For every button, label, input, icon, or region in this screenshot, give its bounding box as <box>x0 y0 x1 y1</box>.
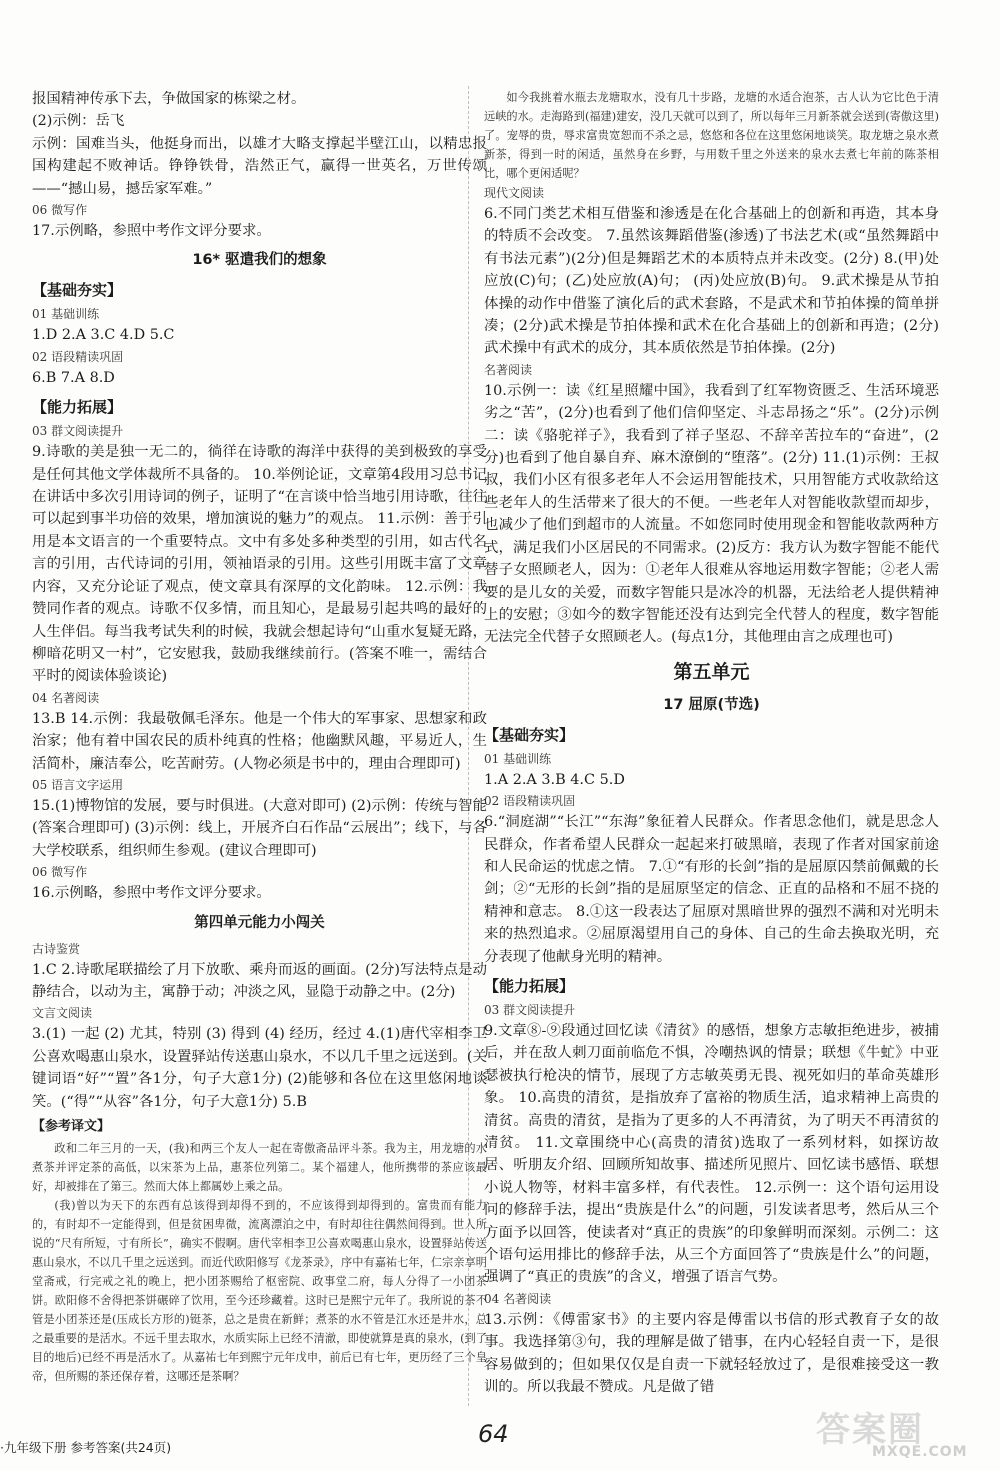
lesson-title: 第四单元能力小闯关 <box>194 914 325 931</box>
answer-paragraph: 17.示例略，参照中考作文评分要求。 <box>32 223 271 240</box>
answer-paragraph: 13.示例：《傅雷家书》的主要内容是傅雷以书信的形式教育子女的故事。我选择第③句，我的理解是做了错事，在内心轻轻自责一下，是很容易做到的；但如果仅仅是自责一下就轻轻放过了，是很难接受这一教训的。所以我最不赞成。凡是做了错 <box>484 1311 939 1396</box>
section-label: 02 语段精读巩固 <box>32 349 124 364</box>
lesson-title: 17 屈原(节选) <box>663 696 760 713</box>
answer-paragraph: 6.B 7.A 8.D <box>32 369 115 386</box>
section-label: 04 名著阅读 <box>484 1291 552 1306</box>
right-column <box>484 88 939 1418</box>
section-label: 03 群文阅读提升 <box>32 424 124 439</box>
section-label: 古诗鉴赏 <box>32 941 81 956</box>
answer-paragraph: 1.A 2.A 3.B 4.C 5.D <box>484 771 625 788</box>
watermark-url: MXQE.COM <box>872 1444 968 1460</box>
answer-paragraph: 示例：国难当头，他挺身而出，以雄才大略支撑起半壁江山，以精忠报国构建起不败神话。铮铮铁骨，浩然正气，赢得一世英名，万世传颂——“撼山易，撼岳家军难。” <box>32 135 487 197</box>
section-heading: 【 能力拓展 】 <box>32 395 487 419</box>
section-label: 文言文阅读 <box>32 1006 93 1021</box>
reference-heading: 【 参考译文 】 <box>32 1117 487 1137</box>
answer-paragraph: 15.(1)博物馆的发展，要与时俱进。(大意对即可) (2)示例：传统与智能(答案合理即可) (3)示例：线上，开展齐白石作品“云展出”；线下，与各大学校联系，组织师生参观。(建议合理即可) <box>32 797 487 859</box>
answer-paragraph: 1.C 2.诗歌尾联描绘了月下放歌、乘舟而返的画面。(2分)写法特点是动静结合，以动为主，寓静于动；冲淡之风，显隐于动静之中。(2分) <box>32 961 487 1000</box>
answer-paragraph: 3.(1) 一起 (2) 尤其，特别 (3) 得到 (4) 经历，经过 4.(1)唐代宰相李卫公喜欢喝惠山泉水，设置驿站传送惠山泉水，不以几千里之远送到。(关键词语“好”“置”各1分，句子大意1分) (2)能够和各位在这里悠闲地谈笑。(“得”“从容”各1分，句子大意1分) 5.B <box>32 1026 487 1110</box>
section-heading: 【 基础夯实 】 <box>32 278 487 302</box>
section-label: 名著阅读 <box>484 362 533 377</box>
answer-paragraph: 9.文章⑧-⑨段通过回忆读《清贫》的感悟，想象方志敏拒绝进步，被捕后，并在敌人刺刀面前临危不惧，冷嘲热讽的情景；联想《牛虻》中亚瑟被执行枪决的情节，展现了方志敏英勇无畏、视死如归的革命英雄形象。 10.高贵的清贫，是指放弃了富裕的物质生活，追求精神上高贵的清贫。高贵的清贫，是指为了更多的人不再清贫，为了明天不再清贫的清贫。 11.文章围绕中心(高贵的清贫)选取了一系列材料，如探访故居、听朋友介绍、回顾所知故事、描述所见照片、回忆读书感悟、联想小说人物等，材料丰富多样，有代表性。 12.示例一：这个语句运用设问的修辞手法，提出“贵族是什么”的问题，引发读者思考，然后从三个方面予以回答，使读者对“真正的贵族”的印象鲜明而深刻。示例二：这个语句运用排比的修辞手法，从三个方面回答了“贵族是什么”的问题，强调了“真正的贵族”的含义，增强了语言气势。 <box>484 1022 939 1286</box>
section-heading: 【 能力拓展 】 <box>484 974 939 998</box>
answer-paragraph: 报国精神传承下去，争做国家的栋梁之材。 <box>32 91 306 107</box>
left-column <box>32 88 487 1418</box>
section-label: 01 基础训练 <box>484 751 552 766</box>
answer-paragraph: 10.示例一：读《红星照耀中国》，我看到了红军物资匮乏、生活环境恶劣之“苦”，(2分)也看到了他们信仰坚定、斗志昂扬之“乐”。(2分)示例二：读《骆驼祥子》，我看到了祥子坚忍、不辞辛苦拉车的“奋进”，(2分)也看到了他自暴自弃、麻木潦倒的“堕落”。(2分) 11.(1)示例：王叔叔，我们小区有很多老年人不会运用智能技术，只用智能方式收款给这些老年人的生活带来了很大的不便。一些老年人对智能收款望而却步，也减少了他们到超市的人流量。不如您同时使用现金和智能收款两种方式，满足我们小区居民的不同需求。(2)反方：我方认为数字智能不能代替子女照顾老人，因为：①老年人很难从容地运用数字智能；②老人需要的是儿女的关爱，而数字智能只是冰冷的机器，无法给老人提供精神上的安慰；③如今的数字智能还没有达到完全代替人的程度，数字智能无法完全代替子女照顾老人。(每点1分，其他理由言之成理也可) <box>484 382 939 646</box>
section-label: 现代文阅读 <box>484 186 545 200</box>
watermark-logo: 答案圈 <box>816 1410 924 1450</box>
page-number: 64 <box>478 1420 509 1448</box>
answer-paragraph: 1.D 2.A 3.C 4.D 5.C <box>32 327 175 344</box>
answer-paragraph: 13.B 14.示例：我最敬佩毛泽东。他是一个伟大的军事家、思想家和政治家；他有着中国农民的质朴纯真的性格；他幽默风趣，平易近人，生活简朴，廉洁奉公，吃苦耐劳。(人物必须是书中的，理由合理即可) <box>32 710 487 772</box>
section-label: 05 语言文字运用 <box>32 777 124 792</box>
section-label: 02 语段精读巩固 <box>484 794 576 809</box>
section-heading: 【 基础夯实 】 <box>484 723 939 747</box>
answer-paragraph: 16.示例略，参照中考作文评分要求。 <box>32 885 271 902</box>
section-label: 01 基础训练 <box>32 307 100 322</box>
answer-paragraph: 6.不同门类艺术相互借鉴和渗透是在化合基础上的创新和再造，其本身的特质不会改变。 7.虽然该舞蹈借鉴(渗透)了书法艺术(或“虽然舞蹈中有书法元素”)(2分)但是舞蹈艺术的本质特点并未改变。(2分) 8.(甲)处应放(C)句；(乙)处应放(A)句； (丙)处应放(B)句。 9.武术操是从节拍体操的动作中借鉴了演化后的武术套路，不是武术和节拍体操的简单拼凑；(2分)武术操是节拍体操和武术在化合基础上的创新和再造；(2分)武术操中有武术的成分，其本质依然是节拍体操。(2分) <box>484 206 939 357</box>
section-label: 06 微写作 <box>32 203 88 218</box>
answer-paragraph: (2)示例：岳飞 <box>32 113 125 130</box>
unit-title: 第五单元 <box>673 660 750 683</box>
section-label: 06 微写作 <box>32 865 88 880</box>
lesson-title: 16* 驱遣我们的想象 <box>192 252 327 269</box>
answer-paragraph: 9.诗歌的美是独一无二的，徜徉在诗歌的海洋中获得的美到极致的享受是任何其他文学体裁所不具备的。 10.举例论证，文章第4段用习总书记在讲话中多次引用诗词的例子，证明了“在言谈中恰当地引用诗歌，往往可以起到事半功倍的效果，增加演说的魅力”的观点。 11.示例：善于引用是本文语言的一个重要特点。文中有多处多种类型的引用，如古代名言的引用，古代诗词的引用，领袖语录的引用。这些引用既丰富了文章内容，又充分论证了观点，使文章具有深厚的文化韵味。 12.示例：我赞同作者的观点。诗歌不仅多情，而且知心，是最易引起共鸣的最好的人生伴侣。每当我考试失利的时候，我就会想起诗句“山重水复疑无路，柳暗花明又一村”，它安慰我，鼓励我继续前行。(答案不唯一，需结合平时的阅读体验谈论) <box>32 444 487 685</box>
translation-paragraph: 如今我挑着水瓶去龙塘取水，没有几十步路，龙塘的水适合泡茶，古人认为它比色于清远峡的水。走海路到(福建)建安，没几天就可以到了，所以每年三月新茶就会送到(寄傲这里)了。宠辱的贵，辱求富贵宽恕而不杀之忌，悠悠和各位在这里悠闲地谈笑。取龙塘之泉水煮新茶，得到一时的闲适，虽然身在乡野，与用数千里之外送来的泉水去煮七年前的陈茶相比，哪个更闲适呢？ <box>484 91 939 180</box>
answer-paragraph: 6.“洞庭湖”“长江”“东海”象征着人民群众。作者思念他们，就是思念人民群众，作者希望人民群众一起起来打破黑暗，表现了作者对国家前途和人民命运的忧虑之情。 7.①“有形的长剑”指的是屈原囚禁前佩戴的长剑；②“无形的长剑”指的是屈原坚定的信念、正直的品格和不屈不挠的精神和意志。 8.①这一段表达了屈原对黑暗世界的强烈不满和对光明未来的热烈追求。②屈原渴望用自己的身体、自己的生命去换取光明，充分表现了他献身光明的精神。 <box>484 814 939 965</box>
footer-text: ·九年级下册 参考答案(共24页) <box>0 1440 172 1455</box>
watermark <box>816 1402 976 1462</box>
section-label: 03 群文阅读提升 <box>484 1002 576 1017</box>
translation-paragraph: 政和二年三月的一天，(我)和两三个友人一起在寄傲斋品评斗茶。我为主，用龙塘的水煮茶并评定茶的高低，以宋茶为上品，惠茶位列第二。某个福建人，他所携带的茶应该最好，却被排在了第三。然而大体上都属妙上乘之品。 <box>32 1142 487 1193</box>
translation-paragraph: (我)曾以为天下的东西有总该得到却得不到的，不应该得到却得到的。富贵而有能力的，有时却不一定能得到，但是贫困卑微，流离漂泊之中，有时却往往偶然间得到。世人所说的“尺有所短，寸有所长”，确实不假啊。唐代宰相李卫公喜欢喝惠山泉水，设置驿站传送惠山泉水，不以几千里之远送到。而近代欧阳修写《龙茶录》，序中有嘉祐七年，仁宗亲享明堂斋戒，行完戒之礼的晚上，把小团茶赐给了枢密院、政事堂二府，每人分得了一小团茶饼。欧阳修不舍得把茶饼碾碎了饮用，至今还珍藏着。这时已是熙宁元年了。我所说的茶不管是小团茶还是(压成长方形的)铤茶，总之是贵在新鲜；煮茶的水不管是江水还是井水，总之最重要的是活水。不远千里去取水，水质实际上已经不清澈，即使就算是真的泉水，(到了目的地后)已经不再是活水了。从嘉祐七年到熙宁元年戊申，前后已有七年，更历经了三个皇帝，但所赐的茶还保存着，这哪还是茶啊？ <box>32 1199 487 1383</box>
section-label: 04 名著阅读 <box>32 690 100 705</box>
